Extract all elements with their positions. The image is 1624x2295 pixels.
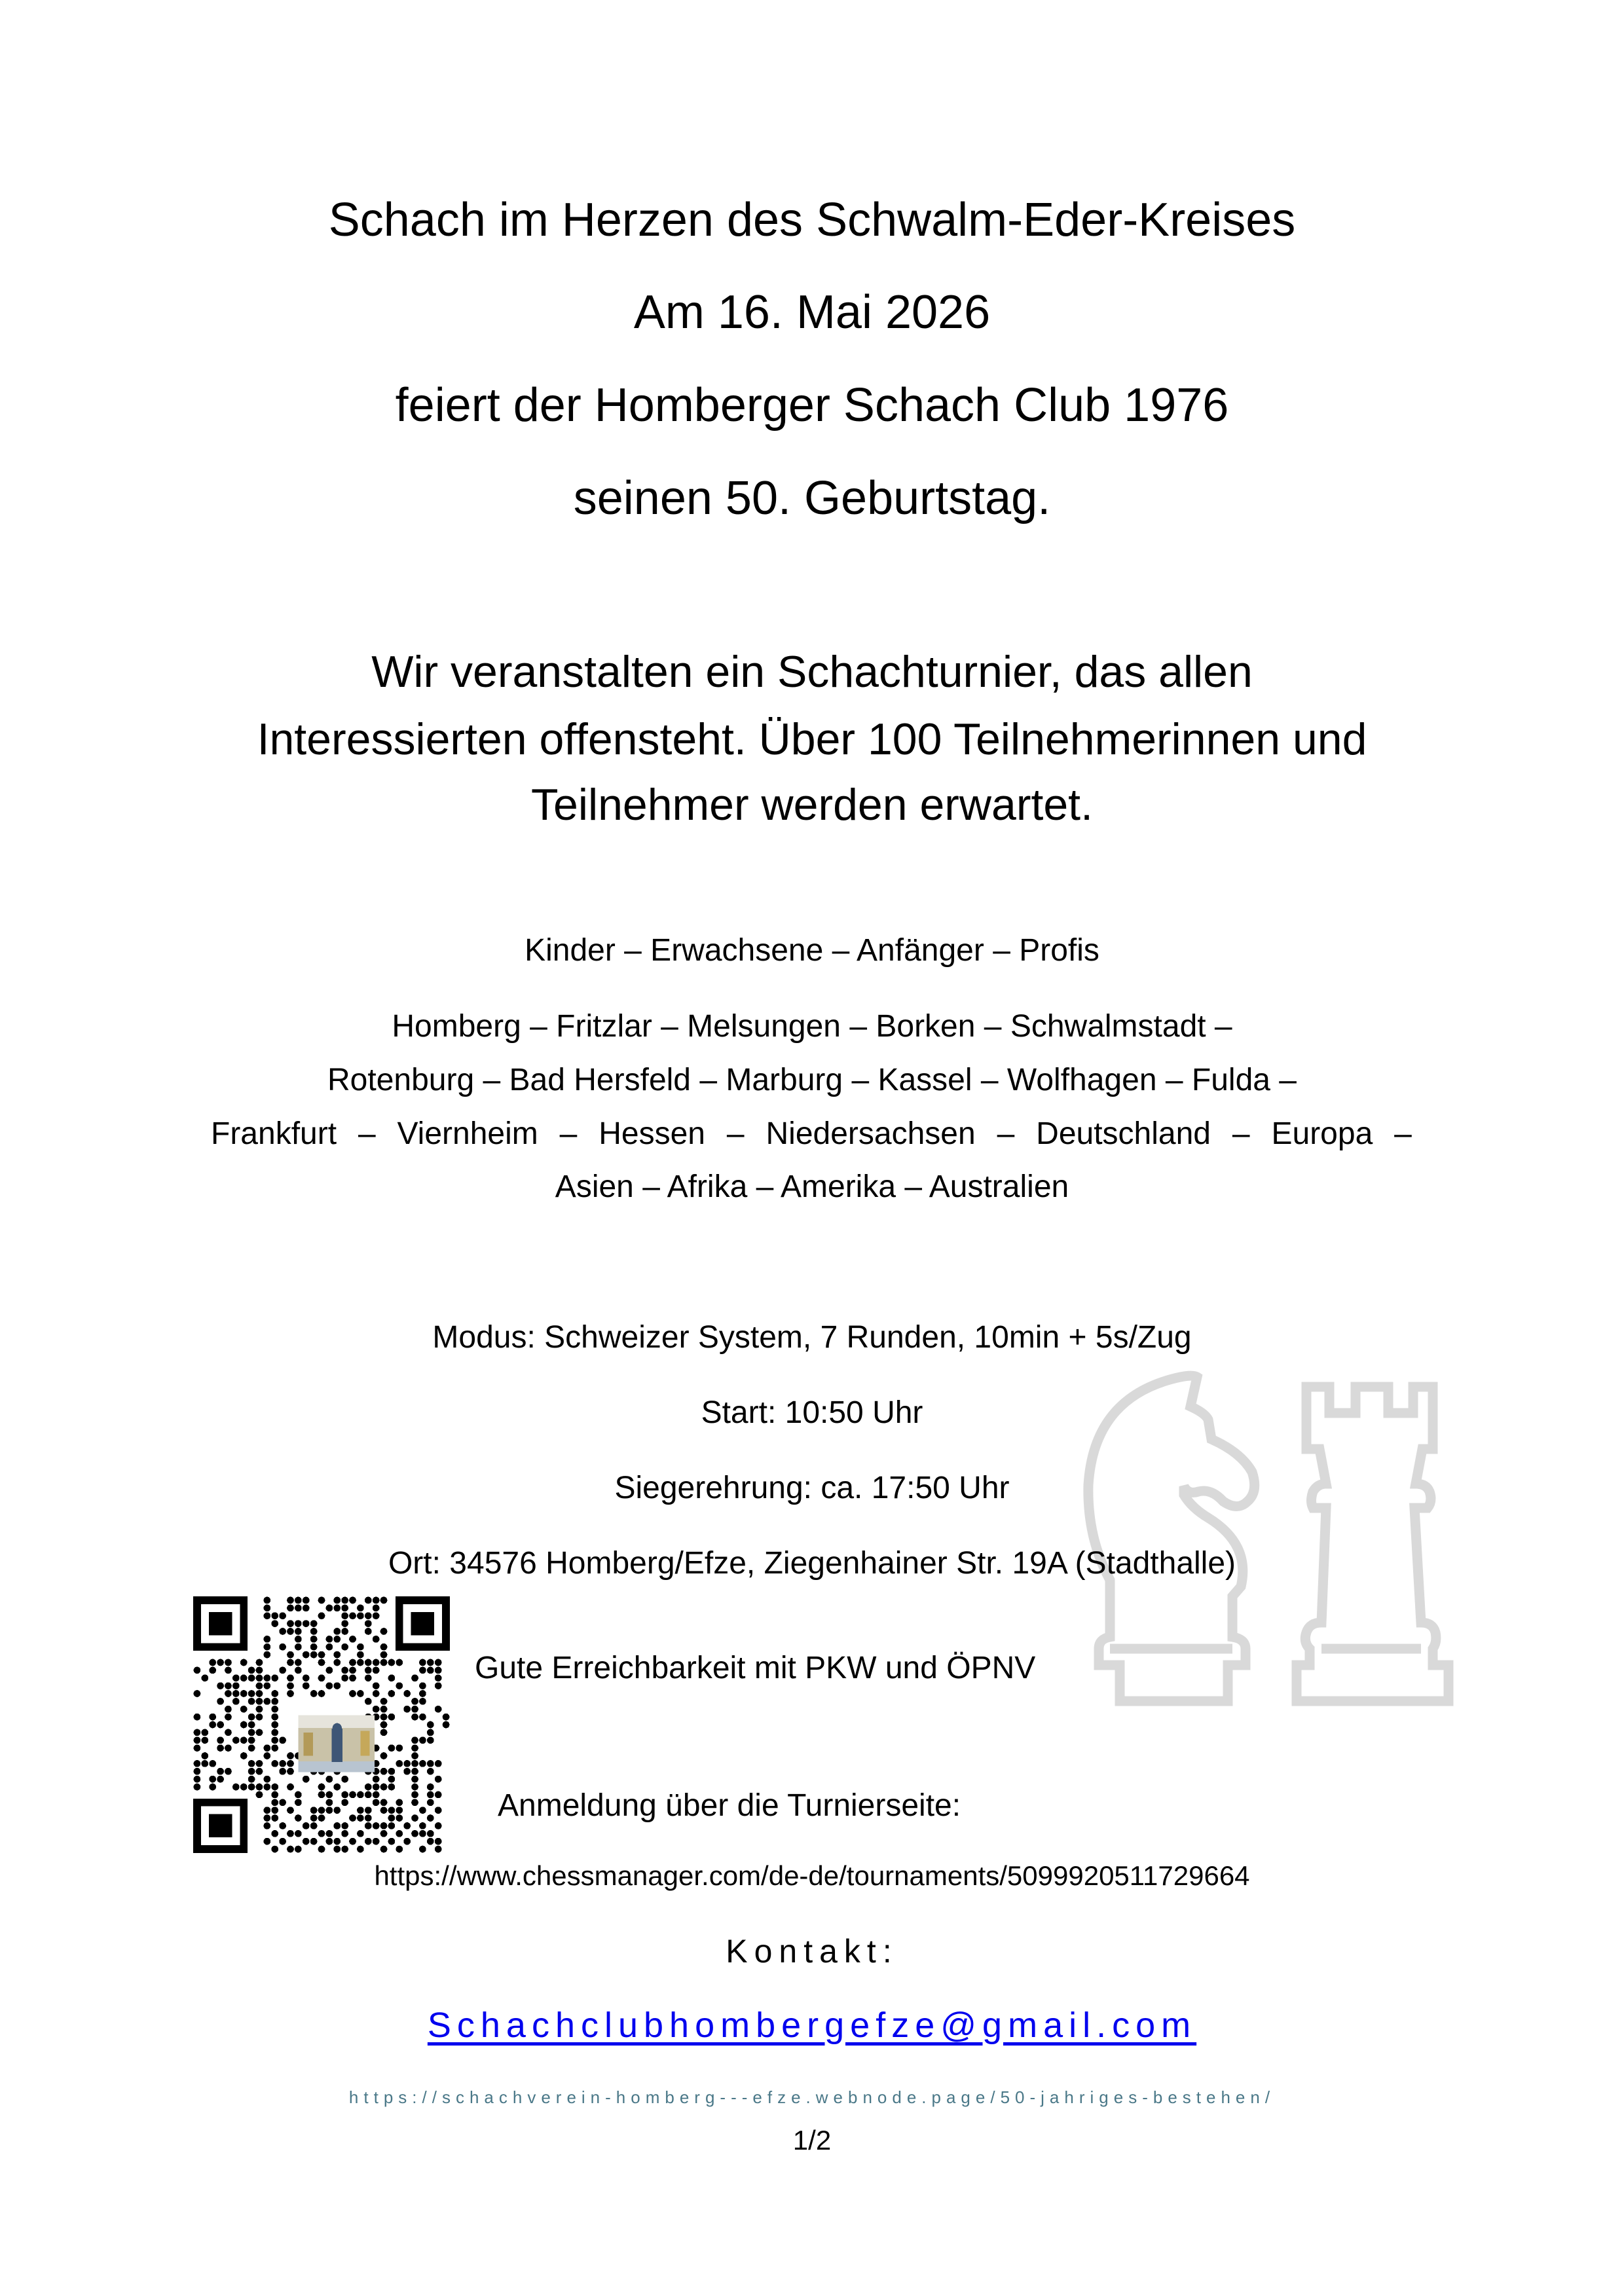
start-time: Start: 10:50 Uhr <box>701 1395 923 1430</box>
separator: – <box>997 1116 1015 1151</box>
intro-line-2: Interessierten offensteht. Über 100 Teilnehmerinnen und <box>257 714 1367 764</box>
places-line-3 <box>211 1118 1412 1150</box>
place-item: Europa <box>1271 1116 1373 1151</box>
places-line-4: Asien – Afrika – Amerika – Australien <box>555 1169 1069 1204</box>
page-number: 1/2 <box>792 2125 832 2156</box>
place-item: Deutschland <box>1036 1116 1211 1151</box>
place-item: Niedersachsen <box>766 1116 976 1151</box>
separator: – <box>1394 1116 1412 1151</box>
qr-center-photo <box>298 1716 374 1772</box>
separator: – <box>726 1116 745 1151</box>
intro-line-1: Wir veranstalten ein Schachturnier, das allen <box>371 647 1253 697</box>
ceremony-time: Siegerehrung: ca. 17:50 Uhr <box>614 1471 1010 1505</box>
contact-label: Kontakt: <box>726 1933 898 1970</box>
contact-email-link[interactable]: Schachclubhombergefze@gmail.com <box>427 2006 1197 2045</box>
headline-date: Am 16. Mai 2026 <box>633 286 991 339</box>
club-website-link[interactable]: https://schachverein-homberg---efze.webnode.page/50-jahriges-bestehen/ <box>348 2087 1276 2107</box>
headline-line-3: feiert der Homberger Schach Club 1976 <box>395 379 1229 431</box>
location-text: Ort: 34576 Homberg/Efze, Ziegenhainer Str. 19A (Stadthalle) <box>388 1546 1236 1581</box>
qr-code-icon[interactable] <box>193 1596 450 1854</box>
separator: – <box>358 1116 376 1151</box>
rook-icon <box>1297 1387 1449 1701</box>
separator: – <box>1232 1116 1250 1151</box>
places-line-2: Rotenburg – Bad Hersfeld – Marburg – Kassel – Wolfhagen – Fulda – <box>327 1063 1297 1097</box>
access-text: Gute Erreichbarkeit mit PKW und ÖPNV <box>475 1651 1036 1685</box>
separator: – <box>559 1116 578 1151</box>
audience-text: Kinder – Erwachsene – Anfänger – Profis <box>525 933 1099 968</box>
place-item: Hessen <box>599 1116 705 1151</box>
registration-url[interactable]: https://www.chessmanager.com/de-de/tournaments/5099920511729664 <box>374 1860 1250 1891</box>
registration-label: Anmeldung über die Turnierseite: <box>498 1788 961 1823</box>
place-item: Viernheim <box>397 1116 538 1151</box>
mode-text: Modus: Schweizer System, 7 Runden, 10min + 5s/Zug <box>432 1320 1192 1355</box>
place-item: Frankfurt <box>211 1116 337 1151</box>
places-line-1: Homberg – Fritzlar – Melsungen – Borken – Schwalmstadt – <box>392 1009 1232 1044</box>
intro-line-3: Teilnehmer werden erwartet. <box>531 780 1093 830</box>
headline-line-1: Schach im Herzen des Schwalm-Eder-Kreises <box>328 194 1296 246</box>
headline-line-4: seinen 50. Geburtstag. <box>573 472 1051 524</box>
